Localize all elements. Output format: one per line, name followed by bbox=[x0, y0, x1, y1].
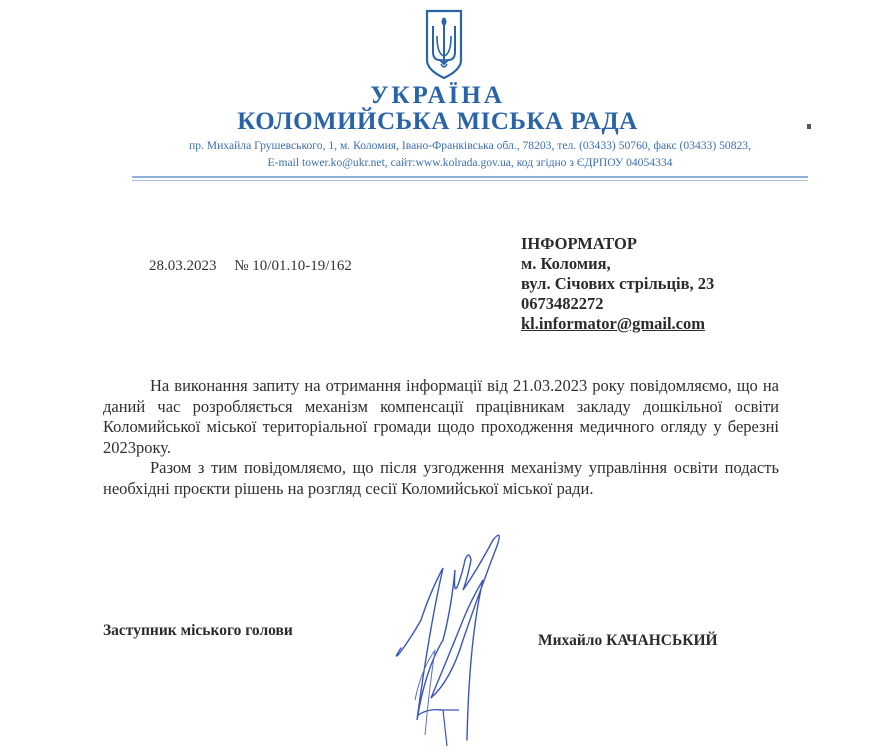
council-contacts bbox=[130, 137, 810, 171]
recipient-phone: 0673482272 bbox=[521, 294, 604, 313]
body-paragraph: На виконання запиту на отримання інформації від 21.03.2023 року повідомляємо, що на даний час розробляється механізм компенсації працівникам закладу дошкільної освіти Коломийської міської територіальної громади щодо проходження медичного огляду у березні 2023року. bbox=[103, 376, 779, 457]
signatory-position: Заступник міського голови bbox=[103, 622, 293, 639]
letter-date: 28.03.2023 bbox=[149, 258, 217, 274]
council-title: КОЛОМИЙСЬКА МІСЬКА РАДА bbox=[237, 108, 638, 135]
trident-coat-of-arms-icon bbox=[424, 8, 464, 80]
recipient-block bbox=[521, 234, 714, 334]
handwritten-signature-icon bbox=[385, 520, 525, 750]
signatory-name: Михайло КАЧАНСЬКИЙ bbox=[538, 632, 718, 649]
reference-line bbox=[149, 258, 366, 275]
scan-mark bbox=[807, 124, 811, 129]
letter-body bbox=[103, 376, 779, 499]
header-divider bbox=[132, 176, 808, 178]
address-line: пр. Михайла Грушевського, 1, м. Коломия, Івано-Франківська обл., 78203, тел. (03433) 50760, факс (03433) 50823, bbox=[189, 139, 751, 152]
letter-number: № 10/01.10-19/162 bbox=[234, 258, 352, 274]
recipient-name: ІНФОРМАТОР bbox=[521, 234, 637, 253]
header-divider-thin bbox=[132, 180, 808, 181]
recipient-email: kl.informator@gmail.com bbox=[521, 314, 705, 333]
recipient-street: вул. Січових стрільців, 23 bbox=[521, 274, 715, 293]
email-website-line: E-mail tower.ko@ukr.net, сайт:www.kolrada.gov.ua, код згідно з ЄДРПОУ 04054334 bbox=[267, 156, 673, 169]
body-paragraph: Разом з тим повідомляємо, що після узгодження механізму управління освіти подасть необхідні проєкти рішень на розгляд сесії Коломийської міської ради. bbox=[103, 458, 779, 498]
country-title: УКРАЇНА bbox=[370, 82, 505, 109]
recipient-city: м. Коломия, bbox=[521, 254, 611, 273]
